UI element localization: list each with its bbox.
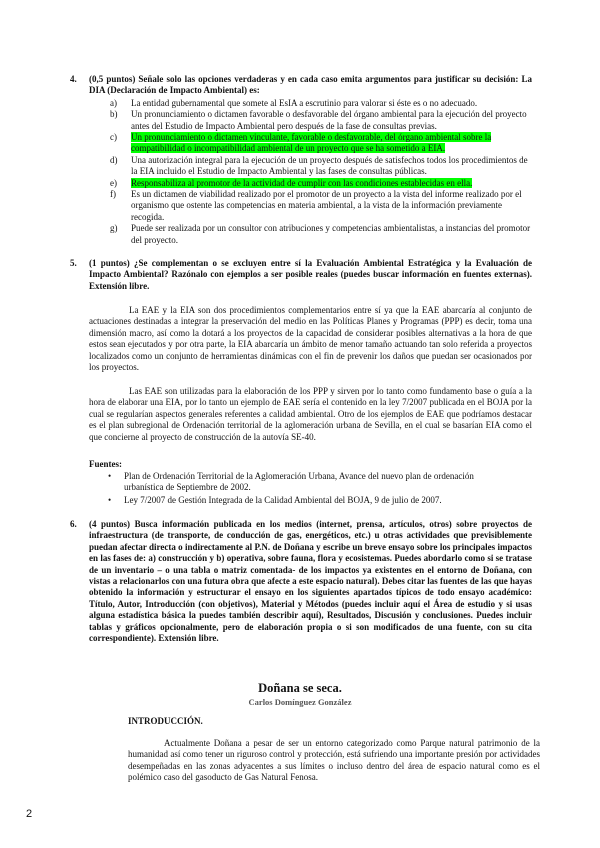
option-b-text: Un pronunciamiento o dictamen favorable o desfavorable del órgano ambiental para la ejecución del proyecto antes del Estudio de Impacto Ambiental pero después de la fase de consultas previas.: [131, 109, 527, 131]
sources-list: [107, 471, 507, 509]
question-6-text: (4 puntos) Busca información publicada en los medios (internet, prensa, artículos, otros) sobre proyectos de infraestructura (de transporte, de conducción de gas, energéticos, etc.) u otras actividades que previsiblemente puedan afectar directa o indirectamente al P.N. de Doñana y escribe un breve ensayo sobre los principales impactos en las fases de: a) construcción y b) operativa, sobre fauna, flora y ecosistemas. Puedes abordarlo como si se tratase de un inventario – o una tabla o matriz comentada- de los impactos ya existentes en el entorno de Doñana, con vistas a relacionarlos con una futura obra que afecte a este espacio natural). Debes citar las fuentes de las que hayas obtenido la información y estructurar el ensayo en los siguientes apartados típicos de todo ensayo académico: Título, Autor, Introducción (con objetivos), Material y Métodos (puedes incluir aquí el Área de estudio y si usas alguna estadística básica la puedes también describir aquí), Resultados, Discusión y conclusiones. Puedes incluir tablas y gráficos opcionalmente, pero de elaboración propia o si son modificados de una fuente, con su cita correspondiente). Extensión libre.: [89, 519, 532, 644]
option-c: c) Un pronunciamiento o dictamen vinculante, favorable o desfavorable, del órgano ambiental sobre la compatibilidad o incompatibilidad ambiental de un proyecto que se ha sometido a EIA.: [110, 132, 492, 154]
question-6-number: 6.: [70, 519, 77, 529]
option-f-text: Es un dictamen de viabilidad realizado por el promotor de un proyecto a la vista del informe realizado por el organismo que ostente las competencias en materia ambiental, a la vista de la información previamente recogida.: [131, 189, 522, 222]
option-g: g) Puede ser realizada por un consultor con atribuciones y competencias ambientalistas, a instancias del promotor del proyecto.: [110, 223, 531, 245]
question-4-text: (0,5 puntos) Señale solo las opciones verdaderas y en cada caso emita argumentos para justificar su decisión: La DIA (Declaración de Impacto Ambiental) es:: [89, 74, 532, 96]
question-5-number: 5.: [70, 258, 77, 268]
page-number: 2: [26, 808, 33, 820]
question-5-text: (1 puntos) ¿Se complementan o se excluyen entre sí la Evaluación Ambiental Estratégica y la Evaluación de Impacto Ambiental? Razónalo con ejemplos a ser posible reales (puedes buscar información en fuentes externas). Extensión libre.: [89, 258, 532, 291]
answer-5-paragraph-2: Las EAE son utilizadas para la elaboración de los PPP y sirven por lo tanto como fundamento base o guía a la hora de elaborar una EIA, por lo tanto un ejemplo de EAE sería el contenido en la ley 7/2007 publicada en el BOJA por la cual se regularían aspectos generales referentes a calidad ambiental. Otro de los ejemplos de EAE que podríamos destacar es el plan subregional de Ordenación territorial de la aglomeración urbana de Sevilla, en el cual se basarían EIA como el que concierne al proyecto de construcción de la autovía SE-40.: [89, 386, 532, 442]
intro-paragraph: Actualmente Doñana a pesar de ser un entorno categorizado como Parque natural patrimonio de la humanidad así como tener un riguroso control y protección, está sufriendo una importante presión por actividades desempeñadas en las zonas adyacentes a sus límites o incluso dentro del área de espacio natural como es el polémico caso del gasoducto de Gas Natural Fenosa.: [128, 738, 540, 783]
option-a: a) La entidad gubernamental que somete al EsIA a escrutinio para valorar si éste es o no adecuado.: [110, 97, 478, 108]
option-g-text: Puede ser realizada por un consultor con atribuciones y competencias ambientalistas, a instancias del promotor del proyecto.: [131, 223, 531, 245]
option-d: d) Una autorización integral para la ejecución de un proyecto después de satisfechos todos los procedimientos de la EIA incluido el Estudio de Impacto Ambiental y las fases de consultas públicas.: [110, 154, 528, 177]
source-item: • Ley 7/2007 de Gestión Integrada de la Calidad Ambiental del BOJA, 9 de julio de 2007.: [107, 495, 507, 506]
question-5: [70, 258, 532, 292]
question-6: [70, 519, 532, 644]
option-c-text-highlighted: Un pronunciamiento o dictamen vinculante, favorable o desfavorable, del órgano ambiental sobre la compatibilidad o incompatibilidad ambiental de un proyecto que se ha sometido a EIA.: [131, 132, 492, 154]
option-b: b) Un pronunciamiento o dictamen favorable o desfavorable del órgano ambiental para la ejecución del proyecto antes del Estudio de Impacto Ambiental pero después de la fase de consultas previas.: [110, 109, 527, 131]
sources-title: Fuentes:: [89, 459, 122, 469]
essay-title: Doñana se seca.: [258, 681, 342, 695]
question-4: [70, 74, 532, 246]
option-a-text: La entidad gubernamental que somete al EsIA a escrutinio para valorar si éste es o no adecuado.: [131, 97, 478, 108]
question-4-options: [110, 98, 532, 246]
option-f: f) Es un dictamen de viabilidad realizado por el promotor de un proyecto a la vista del informe realizado por el organismo que ostente las competencias en materia ambiental, a la vista de la información previamente recogida.: [110, 189, 522, 222]
option-e-text-highlighted: Responsabiliza al promotor de la actividad de cumplir con las condiciones establecidas en ella.: [131, 177, 473, 188]
essay-author: Carlos Domínguez González: [248, 697, 352, 707]
question-4-number: 4.: [70, 74, 77, 84]
intro-heading: INTRODUCCIÓN.: [128, 716, 203, 726]
option-d-text: Una autorización integral para la ejecución de un proyecto después de satisfechos todos los procedimientos de la EIA incluido el Estudio de Impacto Ambiental y las fases de consultas públicas.: [131, 154, 528, 177]
source-item: • Plan de Ordenación Territorial de la Aglomeración Urbana, Avance del nuevo plan de ordenación urbanística de Septiembre de 2002.: [107, 471, 507, 493]
answer-5-paragraph-1: La EAE y la EIA son dos procedimientos complementarios entre sí ya que la EAE abarcaría al conjunto de actuaciones destinadas a integrar la preservación del medio en las Políticas Planes y Programas (PPP) es decir, toma una dimensión macro, así como la dotará a los proyectos de la capacidad de considerar posibles alternativas a la hora de que estos sean ejecutados y por otra parte, la EIA abarcaría un ámbito de menor tamaño actuando tan solo referida a proyectos localizados como un conjunto de herramientas dinámicas con el fin de prevenir los daños que puedan ser ocasionados por los proyectos.: [89, 305, 532, 373]
option-e: e) Responsabiliza al promotor de la actividad de cumplir con las condiciones establecidas en ella.: [110, 177, 473, 188]
